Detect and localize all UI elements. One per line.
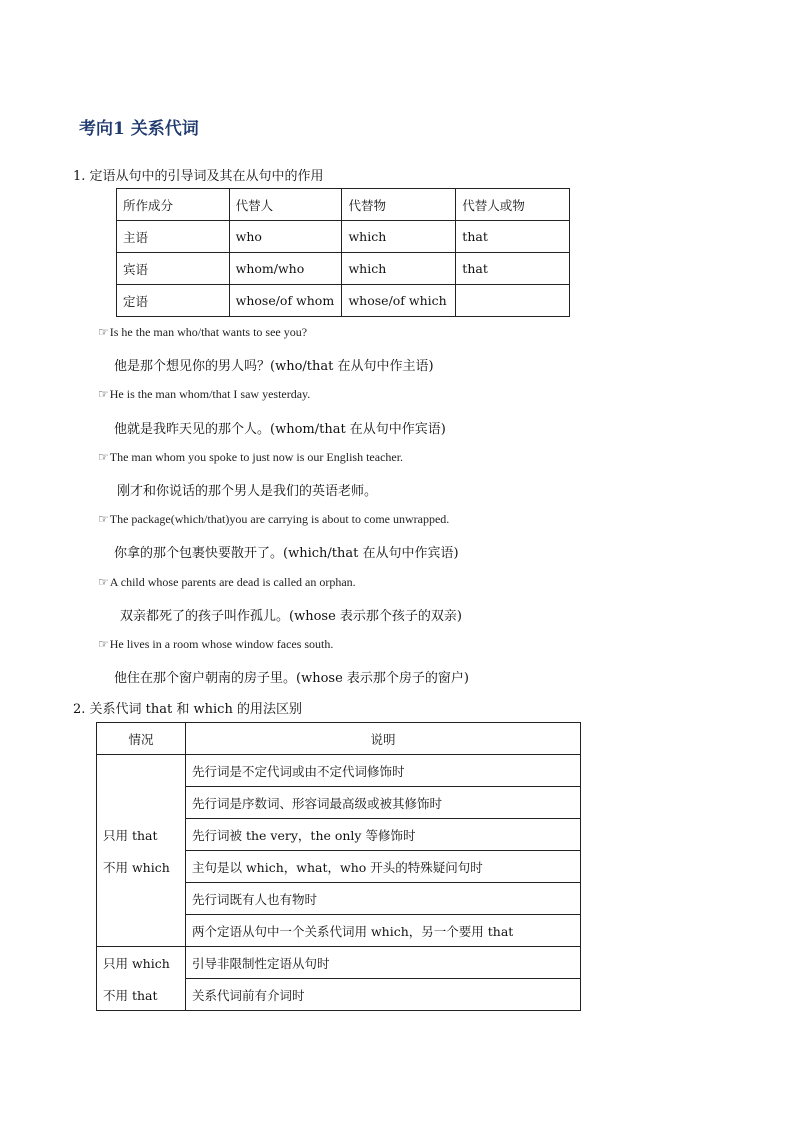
table-row [97, 755, 581, 787]
example-sentence: ☞The package(which/that)you are carrying is about to come unwrapped. [98, 512, 450, 526]
example-translation: 他住在那个窗户朝南的房子里。(whose 表示那个房子的窗户) [114, 671, 469, 686]
situation-line: 不用 that [103, 987, 158, 1003]
table-cell: 先行词是不定代词或由不定代词修饰时 [186, 755, 581, 787]
table-cell: 先行词被 the very，the only 等修饰时 [186, 819, 581, 851]
situation-cell [97, 947, 186, 1011]
table-cell: 先行词是序数词、形容词最高级或被其修饰时 [186, 787, 581, 819]
example-translation: 双亲都死了的孩子叫作孤儿。(whose 表示那个孩子的双亲) [120, 609, 462, 624]
page-title: 考向1 关系代词 [79, 119, 199, 139]
table-cell: which [342, 253, 456, 285]
table-cell: whom/who [229, 253, 342, 285]
table-header-row [97, 723, 581, 755]
example-sentence: ☞The man whom you spoke to just now is our English teacher. [98, 450, 404, 464]
relative-pronoun-table [116, 188, 570, 317]
table-row [117, 253, 570, 285]
header-cell: 情况 [97, 723, 186, 755]
table-cell: who [229, 221, 342, 253]
table-cell: 主句是以 which，what，who 开头的特殊疑问句时 [186, 851, 581, 883]
table-cell: 宾语 [117, 253, 230, 285]
header-cell: 代替人或物 [456, 189, 570, 221]
table-cell: 两个定语从句中一个关系代词用 which，另一个要用 that [186, 915, 581, 947]
table-cell: 引导非限制性定语从句时 [186, 947, 581, 979]
table-row [97, 947, 581, 979]
header-cell: 代替物 [342, 189, 456, 221]
situation-cell [97, 755, 186, 947]
pointing-hand-icon: ☞ [98, 637, 109, 651]
example-translation: 刚才和你说话的那个男人是我们的英语老师。 [117, 484, 378, 499]
header-cell: 所作成分 [117, 189, 230, 221]
table-cell: 先行词既有人也有物时 [186, 883, 581, 915]
table-row [117, 221, 570, 253]
pointing-hand-icon: ☞ [98, 575, 109, 589]
table-row [117, 285, 570, 317]
example-sentence: ☞He lives in a room whose window faces south. [98, 637, 334, 651]
table-cell [456, 285, 570, 317]
that-which-usage-table [96, 722, 581, 1011]
example-sentence: ☞Is he the man who/that wants to see you? [98, 325, 308, 339]
example-sentence: ☞He is the man whom/that I saw yesterday. [98, 387, 311, 401]
section1-heading: 1. 定语从句中的引导词及其在从句中的作用 [73, 169, 324, 184]
situation-line: 只用 that [103, 827, 158, 843]
table-cell: 关系代词前有介词时 [186, 979, 581, 1011]
table-cell: which [342, 221, 456, 253]
pointing-hand-icon: ☞ [98, 450, 109, 464]
table-cell: whose/of whom [229, 285, 342, 317]
pointing-hand-icon: ☞ [98, 512, 109, 526]
example-translation: 他就是我昨天见的那个人。(whom/that 在从句中作宾语) [114, 422, 446, 437]
header-cell: 代替人 [229, 189, 342, 221]
table-cell: that [456, 221, 570, 253]
pointing-hand-icon: ☞ [98, 325, 109, 339]
table-header-row [117, 189, 570, 221]
situation-line: 不用 which [103, 859, 170, 875]
header-cell: 说明 [186, 723, 581, 755]
table-cell: that [456, 253, 570, 285]
table-cell: 定语 [117, 285, 230, 317]
table-cell: 主语 [117, 221, 230, 253]
situation-line: 只用 which [103, 955, 170, 971]
example-translation: 你拿的那个包裹快要散开了。(which/that 在从句中作宾语) [114, 546, 459, 561]
table-cell: whose/of which [342, 285, 456, 317]
example-sentence: ☞A child whose parents are dead is called an orphan. [98, 575, 356, 589]
pointing-hand-icon: ☞ [98, 387, 109, 401]
section2-heading: 2. 关系代词 that 和 which 的用法区别 [73, 702, 302, 717]
example-translation: 他是那个想见你的男人吗？(who/that 在从句中作主语) [114, 359, 434, 374]
